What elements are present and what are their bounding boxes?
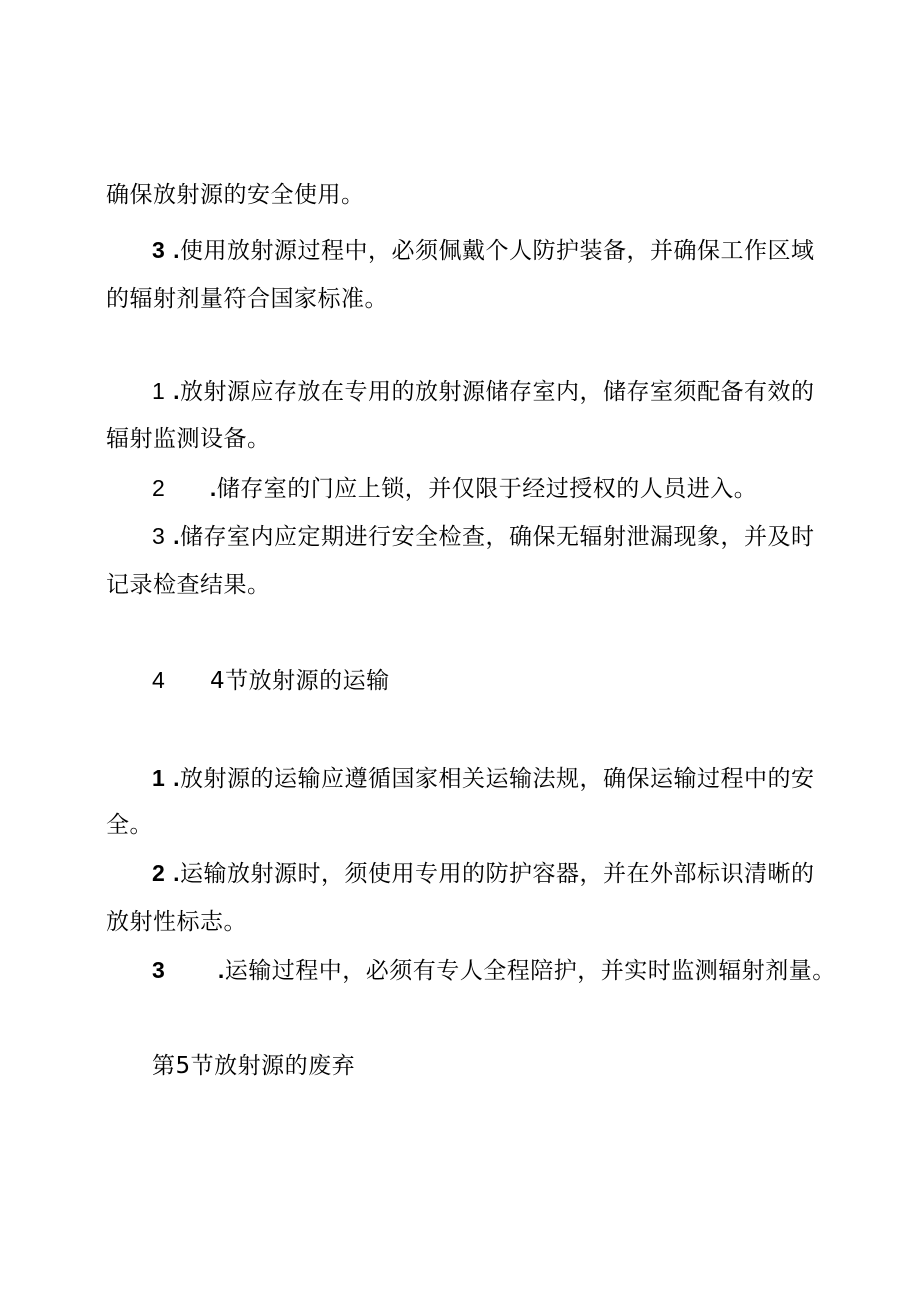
list-item-3-cont	[106, 284, 388, 314]
section-5-heading	[152, 1051, 355, 1081]
list-text: 全。	[106, 812, 153, 838]
list-text: 辐射监测设备。	[106, 426, 271, 452]
storage-item-3-cont	[106, 570, 271, 600]
list-text: 的辐射剂量符合国家标准。	[106, 286, 388, 312]
list-dot: .	[173, 860, 180, 886]
list-number: 3	[152, 237, 166, 263]
storage-item-2	[152, 473, 757, 504]
list-number: 2	[152, 475, 166, 501]
transport-item-3	[152, 955, 836, 986]
heading-text: 4节放射源的运输	[210, 668, 390, 694]
list-number: 3	[152, 523, 166, 549]
heading-text: 第5节放射源的废弃	[152, 1053, 356, 1079]
list-text: 运输放射源时，须使用专用的防护容器，并在外部标识清晰的	[180, 861, 815, 887]
transport-item-2-cont	[106, 907, 247, 937]
transport-item-2	[152, 858, 815, 889]
storage-item-1	[152, 376, 815, 407]
list-dot: .	[173, 523, 180, 549]
list-text: 放射源应存放在专用的放射源储存室内，储存室须配备有效的	[180, 379, 815, 405]
list-number: 1	[152, 378, 166, 404]
storage-item-1-cont	[106, 424, 271, 454]
heading-number: 4	[152, 667, 166, 693]
list-dot: .	[173, 237, 180, 263]
list-text: 运输过程中，必须有专人全程陪护，并实时监测辐射剂量。	[224, 958, 836, 984]
list-dot: .	[173, 378, 180, 404]
paragraph-line	[106, 180, 365, 210]
list-item-3	[152, 235, 815, 266]
list-dot: .	[173, 765, 180, 791]
transport-item-1-cont	[106, 810, 153, 840]
list-number: 3	[152, 957, 166, 983]
list-text: 记录检查结果。	[106, 572, 271, 598]
list-text: 储存室的门应上锁，并仅限于经过授权的人员进入。	[216, 476, 758, 502]
list-text: 使用放射源过程中，必须佩戴个人防护装备，并确保工作区域	[180, 238, 815, 264]
list-text: 储存室内应定期进行安全检查，确保无辐射泄漏现象，并及时	[180, 524, 815, 550]
list-text: 放射源的运输应遵循国家相关运输法规，确保运输过程中的安	[180, 766, 815, 792]
list-text: 放射性标志。	[106, 909, 247, 935]
section-4-heading	[152, 665, 390, 696]
list-number: 1	[152, 765, 166, 791]
list-dot: .	[217, 957, 225, 983]
text: 确保放射源的安全使用。	[106, 182, 365, 208]
list-number: 2	[152, 860, 166, 886]
transport-item-1	[152, 763, 815, 794]
storage-item-3	[152, 521, 815, 552]
list-dot: .	[209, 475, 217, 501]
